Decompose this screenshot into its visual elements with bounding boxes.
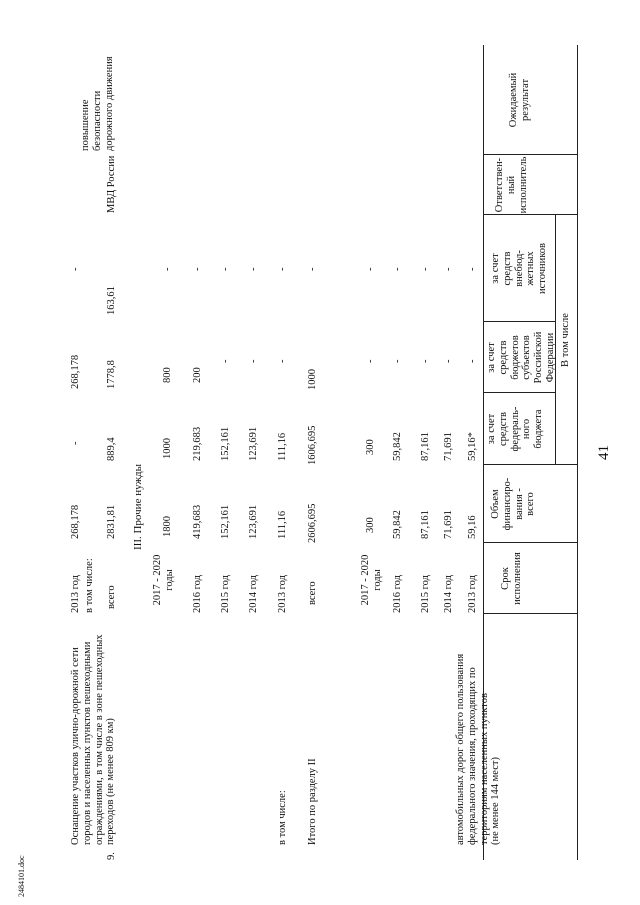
item9-result: повышение безопасности дорожного движения <box>80 56 115 151</box>
header-responsible: Ответствен- ный исполнитель <box>494 156 529 214</box>
s2t-row1-regional: 1000 <box>307 369 318 390</box>
s2-row4-federal: 59,842 <box>392 432 403 461</box>
item9-row2-term: в том числе: <box>84 558 95 613</box>
s2t-row2-term: 2013 год <box>277 575 288 613</box>
item9-row1-federal: 889,4 <box>106 437 117 461</box>
s2-row1-extrabudget: - <box>467 267 478 271</box>
s2-row4-volume: 59,842 <box>392 510 403 539</box>
col-divider-term <box>483 613 577 614</box>
s2t-row6-regional: 800 <box>162 367 173 383</box>
s2t-row1-term: всего <box>307 581 318 605</box>
s2t-row5-federal: 219,683 <box>192 426 203 461</box>
s2t-row1-federal: 1606,695 <box>307 425 318 465</box>
s2-row2-term: 2014 год <box>443 575 454 613</box>
s2-row5-volume: 300 <box>365 517 376 533</box>
s2-row5-federal: 300 <box>365 439 376 455</box>
s2-row5-term: 2017 - 2020 годы <box>360 554 383 606</box>
header-volume: Объем финансиро- вания - всего <box>490 477 537 531</box>
s2t-row5-extrabudget: - <box>192 267 203 271</box>
s2t-row3-term: 2014 год <box>248 575 259 613</box>
section2-total-sublabel: в том числе: <box>277 790 288 845</box>
s2-row3-extrabudget: - <box>420 267 431 271</box>
section2-item-description: автомобильных дорог общего пользования федерального значения, проходящих по территориям населенных пунктов (не менее 144 мест) <box>455 653 502 845</box>
header-including: В том числе <box>560 313 571 367</box>
s2t-row2-regional: - <box>277 359 288 363</box>
s2t-row2-federal: 111,16 <box>277 432 288 461</box>
s2-row2-regional: - <box>443 359 454 363</box>
s2t-row6-volume: 1800 <box>162 516 173 537</box>
s2-row5-regional: - <box>365 359 376 363</box>
item9-description: Оснащение участков улично-дорожной сети городов и населенных пунктов пешеходными ограждениями, в том числе в зоне пешеходных переходов (не менее 809 км) <box>70 634 117 845</box>
s2-row1-volume: 59,16 <box>467 515 478 539</box>
s2t-row5-regional: 200 <box>192 367 203 383</box>
s2t-row1-volume: 2606,695 <box>307 503 318 543</box>
s2-row3-term: 2015 год <box>420 575 431 613</box>
item9-number: 9. <box>106 852 117 860</box>
header-extrabudget: за счет средств внебюд- жетных источников <box>490 243 548 295</box>
item9-row3-volume: 268,178 <box>70 504 81 539</box>
s2t-row3-volume: 123,691 <box>248 504 259 539</box>
s2-row3-volume: 87,161 <box>420 510 431 539</box>
s2-row1-regional: - <box>467 359 478 363</box>
section2-total-label: Итого по разделу II <box>307 758 318 845</box>
item9-row3-extrabudget: - <box>70 267 81 271</box>
item9-row3-regional: 268,178 <box>70 354 81 389</box>
s2-row3-federal: 87,161 <box>420 432 431 461</box>
s2t-row2-extrabudget: - <box>277 267 288 271</box>
s2t-row4-federal: 152,161 <box>220 426 231 461</box>
s2t-row4-extrabudget: - <box>220 267 231 271</box>
s2-row5-extrabudget: - <box>365 267 376 271</box>
s2-row4-regional: - <box>392 359 403 363</box>
item9-row1-term: всего <box>106 585 117 609</box>
item9-row3-federal: - <box>70 441 81 445</box>
s2-row4-extrabudget: - <box>392 267 403 271</box>
footer-code: 2484101.doc <box>17 855 26 897</box>
s2t-row3-federal: 123,691 <box>248 426 259 461</box>
section3-title: III. Прочие нужды <box>132 463 144 550</box>
s2t-row1-extrabudget: - <box>307 267 318 271</box>
header-regional: за счет средств бюджетов субъектов Российской Федерации <box>486 331 556 384</box>
table-top-border <box>577 45 578 860</box>
s2t-row6-term: 2017 - 2020 годы <box>152 554 175 606</box>
s2t-row6-extrabudget: - <box>162 267 173 271</box>
s2t-row4-volume: 152,161 <box>220 504 231 539</box>
s2-row2-volume: 71,691 <box>443 510 454 539</box>
s2-row1-federal: 59,16* <box>467 432 478 461</box>
s2t-row3-regional: - <box>248 359 259 363</box>
s2-row2-extrabudget: - <box>443 267 454 271</box>
header-result: Ожидаемый результат <box>508 72 531 128</box>
item9-row1-regional: 1778,8 <box>106 360 117 389</box>
item9-row3-term: 2013 год <box>70 575 81 613</box>
s2t-row5-term: 2016 год <box>192 575 203 613</box>
s2t-row3-extrabudget: - <box>248 267 259 271</box>
s2t-row6-federal: 1000 <box>162 438 173 459</box>
s2-row4-term: 2016 год <box>392 575 403 613</box>
s2t-row5-volume: 419,683 <box>192 504 203 539</box>
s2-row2-federal: 71,691 <box>443 432 454 461</box>
page-number: 41 <box>596 445 612 460</box>
item9-responsible: МВД России <box>106 155 117 213</box>
s2t-row4-term: 2015 год <box>220 575 231 613</box>
s2t-row4-regional: - <box>220 359 231 363</box>
s2-row3-regional: - <box>420 359 431 363</box>
header-term: Срок исполнения <box>500 552 523 605</box>
item9-row1-volume: 2831,81 <box>106 504 117 539</box>
s2-row1-term: 2013 год <box>467 575 478 613</box>
s2t-row2-volume: 111,16 <box>277 510 288 539</box>
header-federal: за счет средств федераль- ного бюджета <box>486 406 544 452</box>
item9-row1-extrabudget: 163,61 <box>106 286 117 315</box>
